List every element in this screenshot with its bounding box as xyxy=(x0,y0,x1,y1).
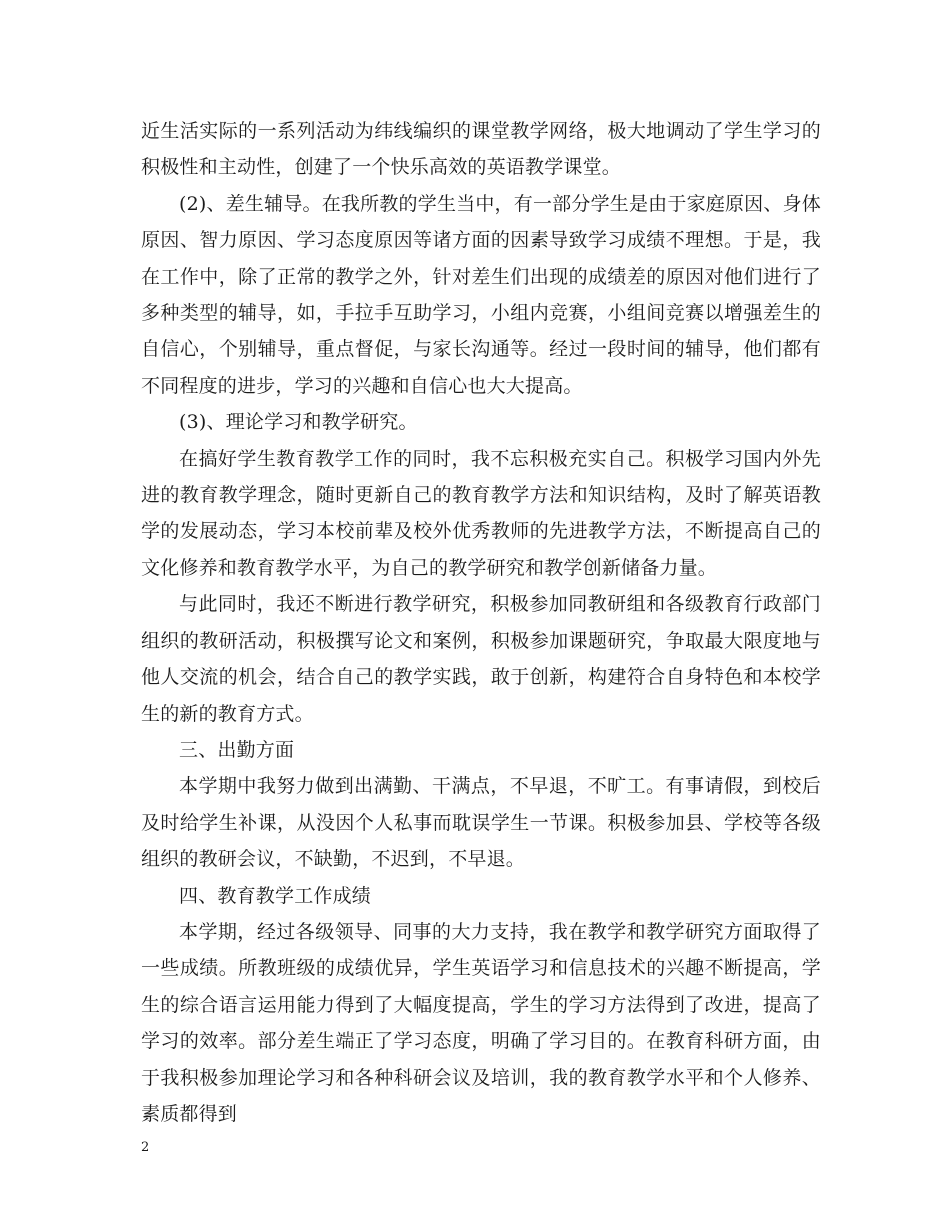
paragraph-7: 本学期中我努力做到出满勤、干满点，不早退，不旷工。有事请假，到校后及时给学生补课，从没因个人私事而耽误学生一节课。积极参加县、学校等各级组织的教研会议，不缺勤，不迟到，不早退。 xyxy=(141,775,821,871)
page-number: 2 xyxy=(141,1140,150,1155)
section-heading-attendance: 三、出勤方面 xyxy=(179,738,295,761)
paragraph-2: (2)、差生辅导。在我所教的学生当中，有一部分学生是由于家庭原因、身体原因、智力原因、学习态度原因等诸方面的因素导致学习成绩不理想。于是，我在工作中，除了正常的教学之外，针对差生们出现的成绩差的原因对他们进行了多种类型的辅导，如，手拉手互助学习，小组内竞赛，小组间竞赛以增强差生的自信心，个别辅导，重点督促，与家长沟通等。经过一段时间的辅导，他们都有不同程度的进步，学习的兴趣和自信心也大大提高。 xyxy=(141,192,821,397)
paragraph-3-heading: (3)、理论学习和教学研究。 xyxy=(179,411,418,434)
paragraph-9: 本学期，经过各级领导、同事的大力支持，我在教学和教学研究方面取得了一些成绩。所教班级的成绩优异，学生英语学习和信息技术的兴趣不断提高，学生的综合语言运用能力得到了大幅度提高，学生的学习方法得到了改进，提高了学习的效率。部分差生端正了学习态度，明确了学习目的。在教育科研方面，由于我积极参加理论学习和各种科研会议及培训，我的教育教学水平和个人修养、素质都得到 xyxy=(141,920,821,1125)
paragraph-1: 近生活实际的一系列活动为纬线编织的课堂教学网络，极大地调动了学生学习的积极性和主动性，创建了一个快乐高效的英语教学课堂。 xyxy=(141,120,821,179)
document-body xyxy=(141,113,821,1132)
paragraph-5: 与此同时，我还不断进行教学研究，积极参加同教研组和各级教育行政部门组织的教研活动，积极撰写论文和案例，积极参加课题研究，争取最大限度地与他人交流的机会，结合自己的教学实践，敢于创新，构建符合自身特色和本校学生的新的教育方式。 xyxy=(141,593,821,725)
paragraph-4: 在搞好学生教育教学工作的同时，我不忘积极充实自己。积极学习国内外先进的教育教学理念，随时更新自己的教育教学方法和知识结构，及时了解英语教学的发展动态，学习本校前辈及校外优秀教师的先进教学方法，不断提高自己的文化修养和教育教学水平，为自己的教学研究和教学创新储备力量。 xyxy=(141,447,821,579)
section-heading-achievements: 四、教育教学工作成绩 xyxy=(179,884,372,907)
